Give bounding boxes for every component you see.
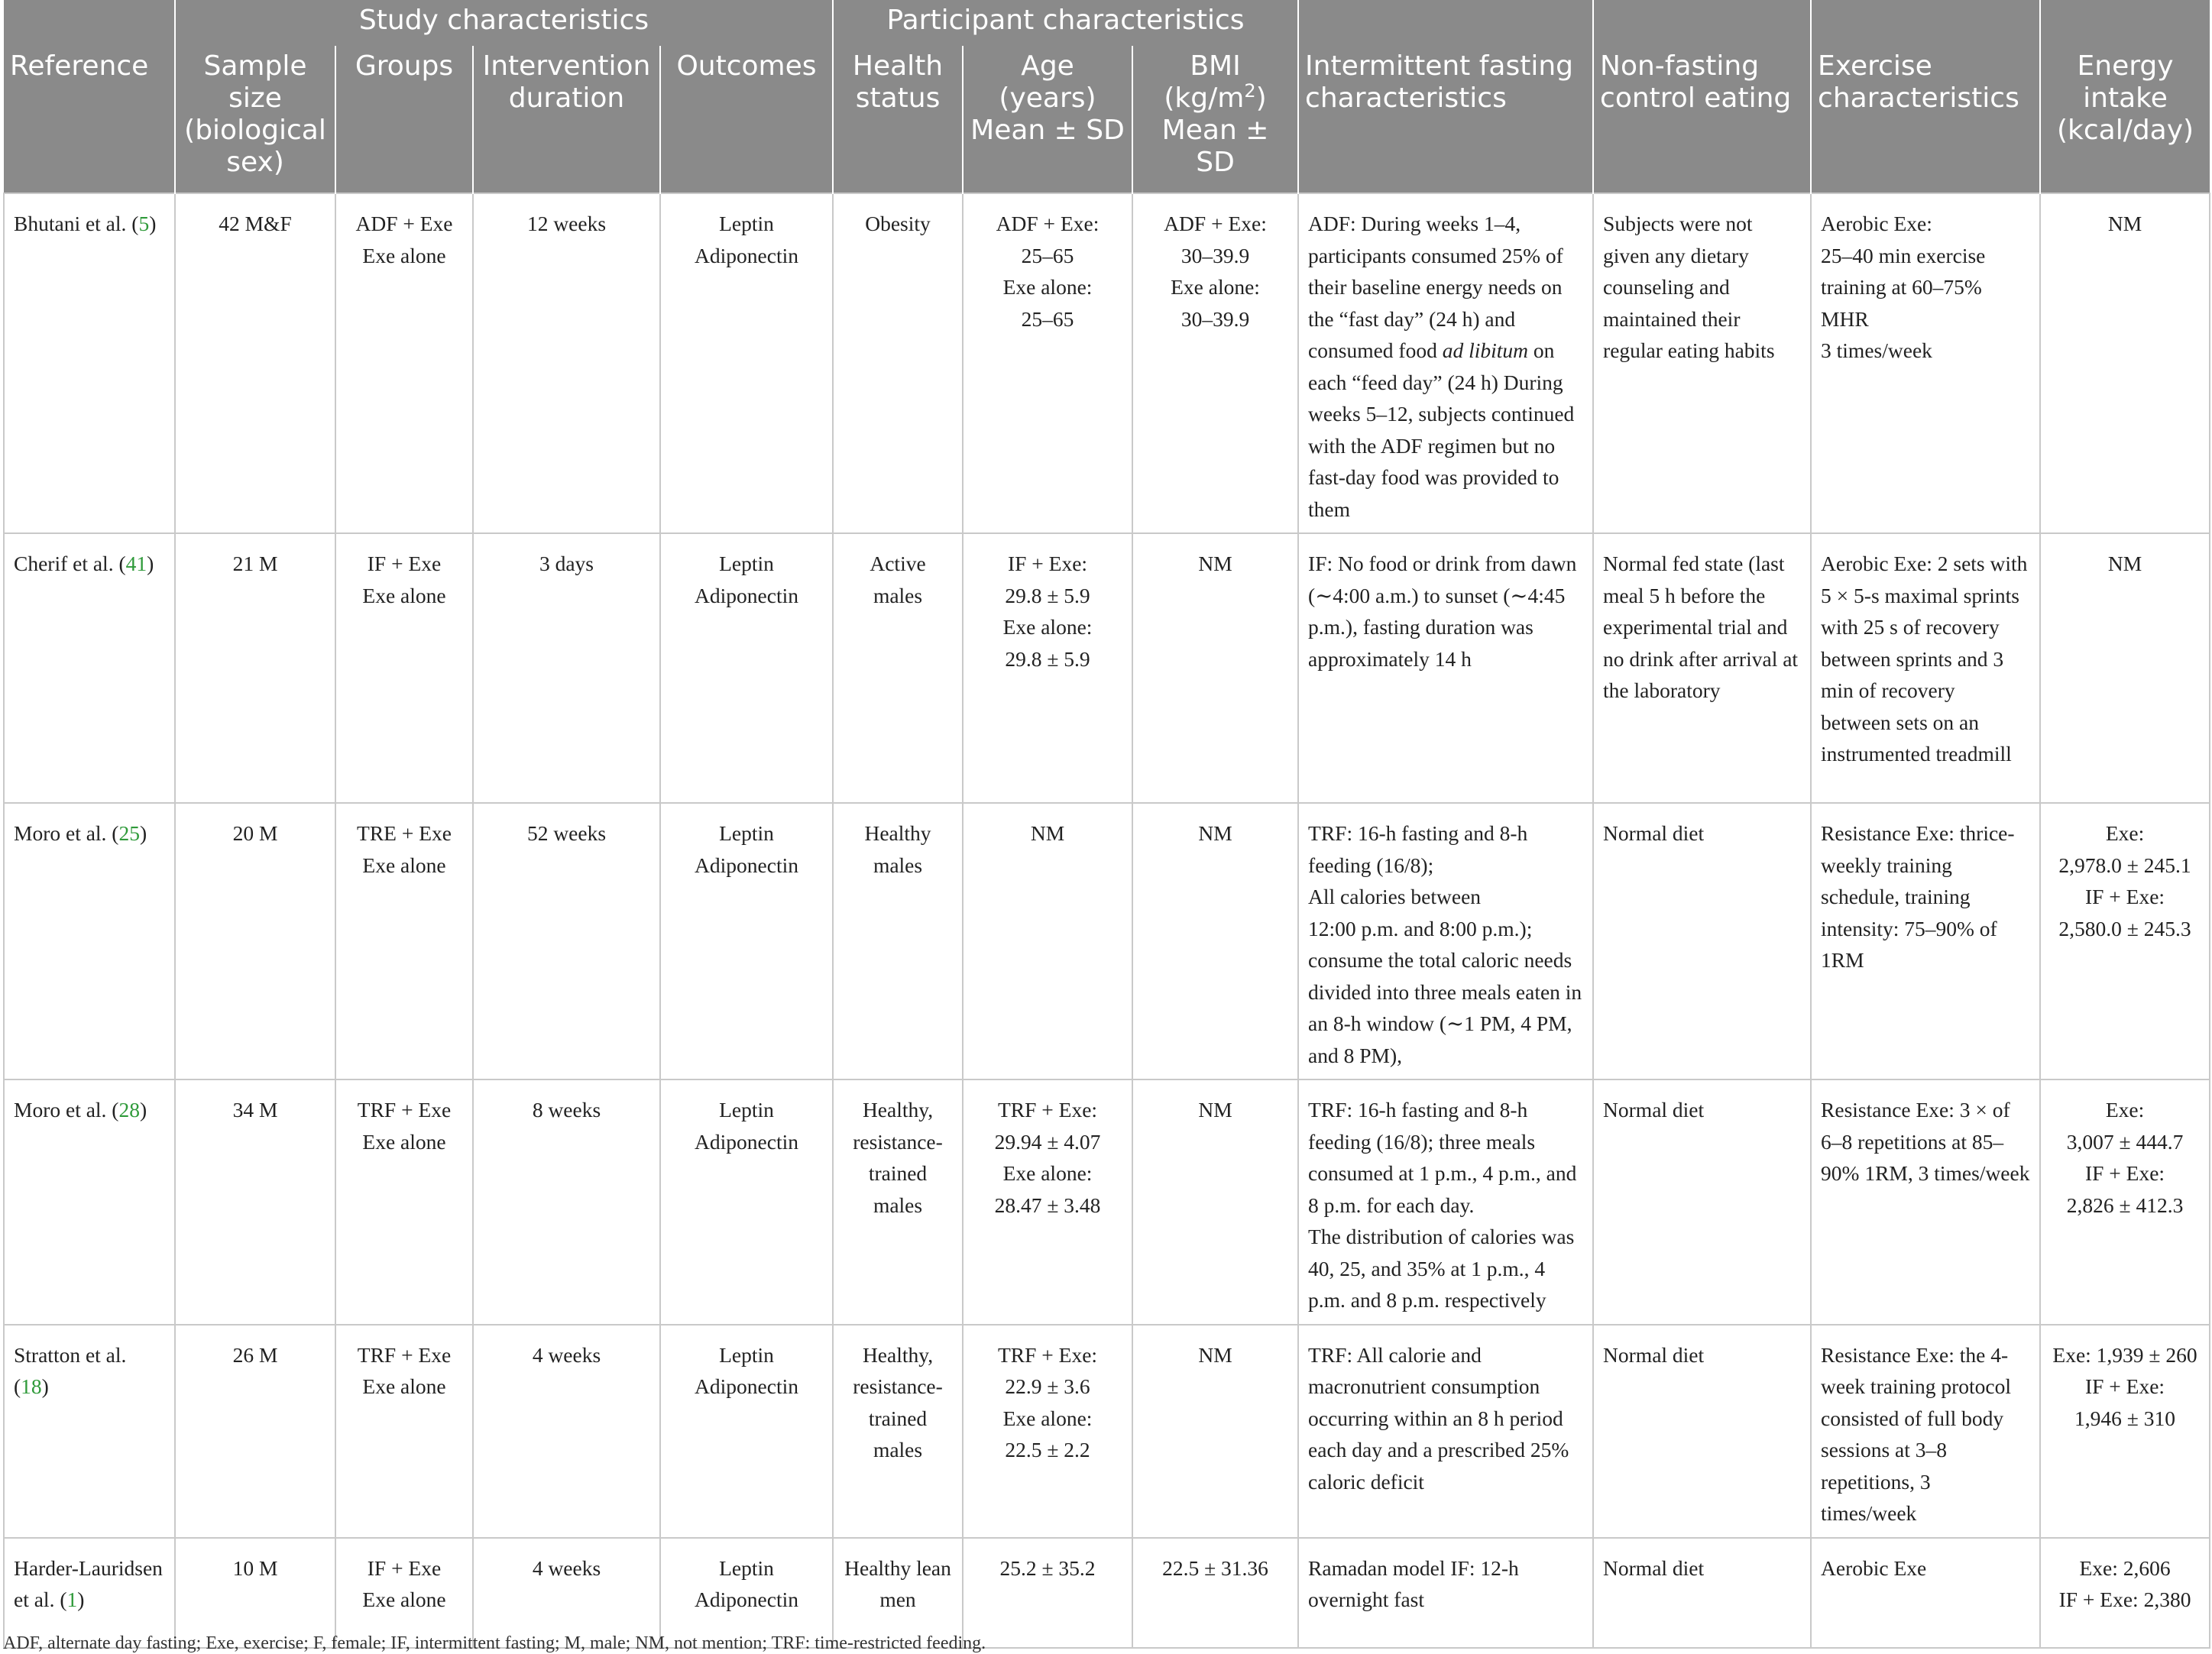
cell-health: Healthy, resistance-trained males (833, 1325, 963, 1538)
ref-link[interactable]: 1 (66, 1588, 78, 1611)
outcome-item: Leptin (719, 1098, 774, 1122)
age-line: 29.8 ± 5.9 (1005, 583, 1090, 607)
bmi-unit-a: (kg/m (1164, 83, 1245, 114)
age-line: 29.8 ± 5.9 (1005, 646, 1090, 671)
if-text: ADF: During weeks 1–4, participants consumed 25% of their baseline energy needs on the “fast day” (24 h) and consumed food (1308, 212, 1563, 362)
table-container (3, 0, 2209, 1649)
cell-sample: 42 M&F (175, 193, 335, 533)
bmi-line: 22.5 ± 31.36 (1162, 1555, 1268, 1580)
table-footnote: ADF, alternate day fasting; Exe, exercise; F, female; IF, intermittent fasting; M, male; NM, not mention; TRF: time-restricted feeding. (3, 1633, 986, 1653)
outcome-item: Adiponectin (695, 583, 798, 607)
age-line: NM (1030, 821, 1065, 845)
cell-groups (335, 533, 473, 803)
cell-health: Active males (833, 533, 963, 803)
group-item: IF + Exe (367, 1555, 442, 1580)
table-row (4, 533, 2210, 803)
cell-bmi (1132, 1538, 1298, 1648)
ref-name: Bhutani et al. ( (14, 212, 139, 235)
ref-name: Stratton et al. ( (14, 1342, 127, 1398)
age-line: TRF + Exe: (997, 1098, 1098, 1122)
bmi-line: 30–39.9 (1180, 306, 1250, 331)
bmi-line: NM (1198, 552, 1232, 575)
if-line: All calories between (1308, 885, 1482, 908)
study-table (3, 0, 2210, 1649)
cell-energy (2040, 1538, 2210, 1648)
cell-bmi (1132, 1325, 1298, 1538)
ref-link[interactable]: 25 (118, 821, 140, 845)
group-item: TRF + Exe (357, 1098, 452, 1122)
energy-line: IF + Exe: 2,380 (2058, 1588, 2191, 1611)
cell-exercise (1811, 1079, 2040, 1325)
cell-energy (2040, 1325, 2210, 1538)
header-group-study: Study characteristics (175, 0, 833, 46)
cell-groups (335, 1325, 473, 1538)
cell-health: Healthy lean men (833, 1538, 963, 1648)
outcome-item: Leptin (719, 1342, 774, 1367)
bmi-line: NM (1198, 1098, 1232, 1122)
header-group-blank (1298, 0, 1593, 46)
table-row (4, 1325, 2210, 1538)
cell-bmi (1132, 1079, 1298, 1325)
cell-reference (4, 1538, 175, 1648)
cell-sample: 34 M (175, 1079, 335, 1325)
ref-close: ) (139, 1098, 147, 1122)
group-item: ADF + Exe (355, 212, 453, 235)
age-line: IF + Exe: (1007, 552, 1088, 575)
outcome-item: Adiponectin (695, 1374, 798, 1398)
col-reference: Reference (4, 46, 175, 193)
cell-duration: 4 weeks (473, 1325, 660, 1538)
cell-age (963, 1079, 1132, 1325)
outcome-item: Leptin (719, 1555, 774, 1580)
energy-line: 2,580.0 ± 245.3 (2058, 916, 2191, 940)
ref-close: ) (139, 821, 147, 845)
cell-health: Healthy, resistance-trained males (833, 1079, 963, 1325)
energy-line: 3,007 ± 444.7 (2066, 1129, 2184, 1154)
cell-if-characteristics (1298, 193, 1593, 533)
if-line: 12:00 p.m. and 8:00 p.m.); consume the total caloric needs divided into three meals eaten in an 8-h window (∼1 PM, 4 PM, and 8 PM), (1308, 916, 1582, 1067)
cell-bmi (1132, 533, 1298, 803)
col-bmi (1132, 46, 1298, 193)
cell-sample: 10 M (175, 1538, 335, 1648)
age-line: TRF + Exe: (997, 1342, 1098, 1367)
ref-close: ) (41, 1374, 49, 1398)
energy-line: Exe: (2105, 821, 2145, 845)
bmi-line: NM (1198, 1342, 1232, 1367)
cell-groups (335, 1079, 473, 1325)
col-intervention-duration: Intervention duration (473, 46, 660, 193)
ref-close: ) (149, 212, 157, 235)
cell-bmi (1132, 193, 1298, 533)
cell-outcomes (660, 193, 833, 533)
header-group-blank (1811, 0, 2040, 46)
bmi-line: 30–39.9 (1180, 243, 1250, 267)
group-item: IF + Exe (367, 552, 442, 575)
header-group-row (4, 0, 2210, 46)
cell-outcomes (660, 1079, 833, 1325)
bmi-line: ADF + Exe: (1164, 212, 1267, 235)
group-item: TRF + Exe (357, 1342, 452, 1367)
ref-link[interactable]: 5 (138, 212, 150, 235)
age-line: 28.47 ± 3.48 (994, 1193, 1101, 1217)
group-item: Exe alone (362, 583, 446, 607)
exercise-line: Aerobic Exe: 2 sets with 5 × 5-s maximal sprints with 25 s of recovery between sprints and 3 min of recovery between sets on an instrumented treadmill (1821, 552, 2028, 766)
group-item: TRE + Exe (357, 821, 452, 845)
ref-link[interactable]: 28 (118, 1098, 140, 1122)
age-line: Exe alone: (1002, 1406, 1093, 1430)
bmi-unit-sup: 2 (1244, 80, 1256, 102)
col-non-fasting: Non-fasting control eating (1593, 46, 1811, 193)
outcome-item: Leptin (719, 552, 774, 575)
header-column-row (4, 46, 2210, 193)
energy-line: Exe: (2105, 1098, 2145, 1122)
ref-name: Moro et al. ( (14, 1098, 119, 1122)
if-line: The distribution of calories was 40, 25, and 35% at 1 p.m., 4 p.m. and 8 p.m. respectively (1308, 1225, 1575, 1312)
cell-exercise (1811, 1538, 2040, 1648)
cell-non-fasting: Normal diet (1593, 1079, 1811, 1325)
energy-line: IF + Exe: (2084, 1374, 2165, 1398)
exercise-line: 25–40 min exercise training at 60–75% MHR (1821, 243, 1986, 331)
outcome-item: Leptin (719, 212, 774, 235)
cell-energy (2040, 533, 2210, 803)
exercise-line: Resistance Exe: thrice-weekly training schedule, training intensity: 75–90% of 1RM (1821, 821, 2015, 972)
table-row (4, 1538, 2210, 1648)
cell-health: Obesity (833, 193, 963, 533)
table-row (4, 1079, 2210, 1325)
age-line: 25–65 (1021, 306, 1074, 331)
age-line: 22.5 ± 2.2 (1005, 1438, 1090, 1461)
outcome-item: Leptin (719, 821, 774, 845)
exercise-line: 3 times/week (1821, 338, 1932, 362)
age-line: 29.94 ± 4.07 (994, 1129, 1101, 1154)
energy-line: 2,826 ± 412.3 (2066, 1193, 2184, 1217)
col-health-status: Health status (833, 46, 963, 193)
exercise-line: Resistance Exe: the 4-week training protocol consisted of full body sessions at 3–8 repetitions, 3 times/week (1821, 1342, 2011, 1525)
cell-if-characteristics: TRF: All calorie and macronutrient consumption occurring within an 8 h period each day and a prescribed 25% caloric deficit (1298, 1325, 1593, 1538)
bmi-line: NM (1198, 821, 1232, 845)
energy-line: NM (2107, 552, 2142, 575)
cell-reference (4, 1079, 175, 1325)
cell-reference (4, 533, 175, 803)
outcome-item: Adiponectin (695, 1129, 798, 1154)
cell-energy (2040, 803, 2210, 1079)
cell-age (963, 1538, 1132, 1648)
cell-sample: 20 M (175, 803, 335, 1079)
cell-outcomes (660, 803, 833, 1079)
header-group-blank (1593, 0, 1811, 46)
age-line: 25.2 ± 35.2 (999, 1555, 1096, 1580)
cell-age (963, 533, 1132, 803)
age-line: ADF + Exe: (996, 212, 1100, 235)
if-line: TRF: 16-h fasting and 8-h feeding (16/8); three meals consumed at 1 p.m., 4 p.m., and 8 p.m. for each day. (1308, 1098, 1577, 1217)
energy-line: Exe: 1,939 ± 260 (2052, 1342, 2197, 1367)
cell-outcomes (660, 1325, 833, 1538)
bmi-unit-b: ) (1255, 83, 1267, 114)
age-line: Exe alone: (1002, 1161, 1093, 1185)
cell-reference (4, 803, 175, 1079)
bmi-line: Exe alone: (1171, 275, 1260, 299)
group-item: Exe alone (362, 1588, 446, 1611)
table-row (4, 803, 2210, 1079)
table-row (4, 193, 2210, 533)
if-text: on each “feed day” (24 h) During weeks 5–12, subjects continued with the ADF regimen but no fast-day food was provided to them (1308, 338, 1575, 521)
cell-duration: 52 weeks (473, 803, 660, 1079)
cell-groups (335, 193, 473, 533)
cell-non-fasting: Normal diet (1593, 1325, 1811, 1538)
cell-exercise (1811, 193, 2040, 533)
cell-duration: 3 days (473, 533, 660, 803)
exercise-line: Aerobic Exe (1821, 1555, 1927, 1580)
cell-non-fasting: Subjects were not given any dietary counseling and maintained their regular eating habits (1593, 193, 1811, 533)
cell-age (963, 803, 1132, 1079)
cell-groups (335, 1538, 473, 1648)
energy-line: IF + Exe: (2084, 1161, 2165, 1185)
col-if-characteristics: Intermittent fasting characteristics (1298, 46, 1593, 193)
ref-name: Harder-Lauridsen et al. ( (14, 1555, 163, 1611)
energy-line: 2,978.0 ± 245.1 (2058, 853, 2191, 877)
col-exercise: Exercise characteristics (1811, 46, 2040, 193)
ref-close: ) (77, 1588, 85, 1611)
age-line: 22.9 ± 3.6 (1005, 1374, 1090, 1398)
table-body (4, 193, 2210, 1648)
col-age: Age (years) Mean ± SD (963, 46, 1132, 193)
cell-sample: 26 M (175, 1325, 335, 1538)
energy-line: Exe: 2,606 (2079, 1555, 2171, 1580)
exercise-line: Aerobic Exe: (1821, 212, 1932, 235)
header-group-blank (2040, 0, 2210, 46)
header-group-blank (4, 0, 175, 46)
if-text-italic: ad libitum (1442, 338, 1528, 362)
age-line: Exe alone: (1002, 275, 1093, 299)
outcome-item: Adiponectin (695, 853, 798, 877)
col-groups: Groups (335, 46, 473, 193)
cell-outcomes (660, 1538, 833, 1648)
cell-exercise (1811, 1325, 2040, 1538)
cell-reference (4, 1325, 175, 1538)
cell-non-fasting: Normal diet (1593, 1538, 1811, 1648)
outcome-item: Adiponectin (695, 1588, 798, 1611)
group-item: Exe alone (362, 853, 446, 877)
cell-outcomes (660, 533, 833, 803)
group-item: Exe alone (362, 1129, 446, 1154)
cell-age (963, 193, 1132, 533)
group-item: Exe alone (362, 1374, 446, 1398)
energy-line: 1,946 ± 310 (2074, 1406, 2176, 1430)
bmi-unit (1139, 80, 1291, 115)
cell-duration: 4 weeks (473, 1538, 660, 1648)
ref-name: Cherif et al. ( (14, 552, 126, 575)
cell-if-characteristics (1298, 803, 1593, 1079)
cell-duration: 12 weeks (473, 193, 660, 533)
cell-duration: 8 weeks (473, 1079, 660, 1325)
cell-groups (335, 803, 473, 1079)
exercise-line: Resistance Exe: 3 × of 6–8 repetitions at 85–90% 1RM, 3 times/week (1821, 1098, 2030, 1185)
cell-health: Healthy males (833, 803, 963, 1079)
cell-reference (4, 193, 175, 533)
bmi-label: BMI (1190, 50, 1241, 82)
col-outcomes: Outcomes (660, 46, 833, 193)
col-sample-size: Sample size (biological sex) (175, 46, 335, 193)
cell-if-characteristics: Ramadan model IF: 12-h overnight fast (1298, 1538, 1593, 1648)
cell-energy (2040, 193, 2210, 533)
cell-energy (2040, 1079, 2210, 1325)
energy-line: NM (2107, 212, 2142, 235)
energy-line: IF + Exe: (2084, 885, 2165, 908)
if-line: TRF: 16-h fasting and 8-h feeding (16/8); (1308, 821, 1528, 877)
cell-age (963, 1325, 1132, 1538)
ref-name: Moro et al. ( (14, 821, 119, 845)
cell-exercise (1811, 533, 2040, 803)
ref-close: ) (147, 552, 154, 575)
cell-sample: 21 M (175, 533, 335, 803)
group-item: Exe alone (362, 243, 446, 267)
cell-non-fasting: Normal fed state (last meal 5 h before the experimental trial and no drink after arrival at the laboratory (1593, 533, 1811, 803)
col-energy: Energy intake (kcal/day) (2040, 46, 2210, 193)
cell-if-characteristics: IF: No food or drink from dawn (∼4:00 a.m.) to sunset (∼4:45 p.m.), fasting duration was approximately 14 h (1298, 533, 1593, 803)
bmi-stat: Mean ± SD (1161, 115, 1269, 178)
cell-if-characteristics (1298, 1079, 1593, 1325)
ref-link[interactable]: 18 (21, 1374, 42, 1398)
age-line: 25–65 (1021, 243, 1074, 267)
cell-bmi (1132, 803, 1298, 1079)
outcome-item: Adiponectin (695, 243, 798, 267)
ref-link[interactable]: 41 (125, 552, 147, 575)
cell-exercise (1811, 803, 2040, 1079)
cell-non-fasting: Normal diet (1593, 803, 1811, 1079)
age-line: Exe alone: (1002, 615, 1093, 639)
header-group-participant: Participant characteristics (833, 0, 1298, 46)
